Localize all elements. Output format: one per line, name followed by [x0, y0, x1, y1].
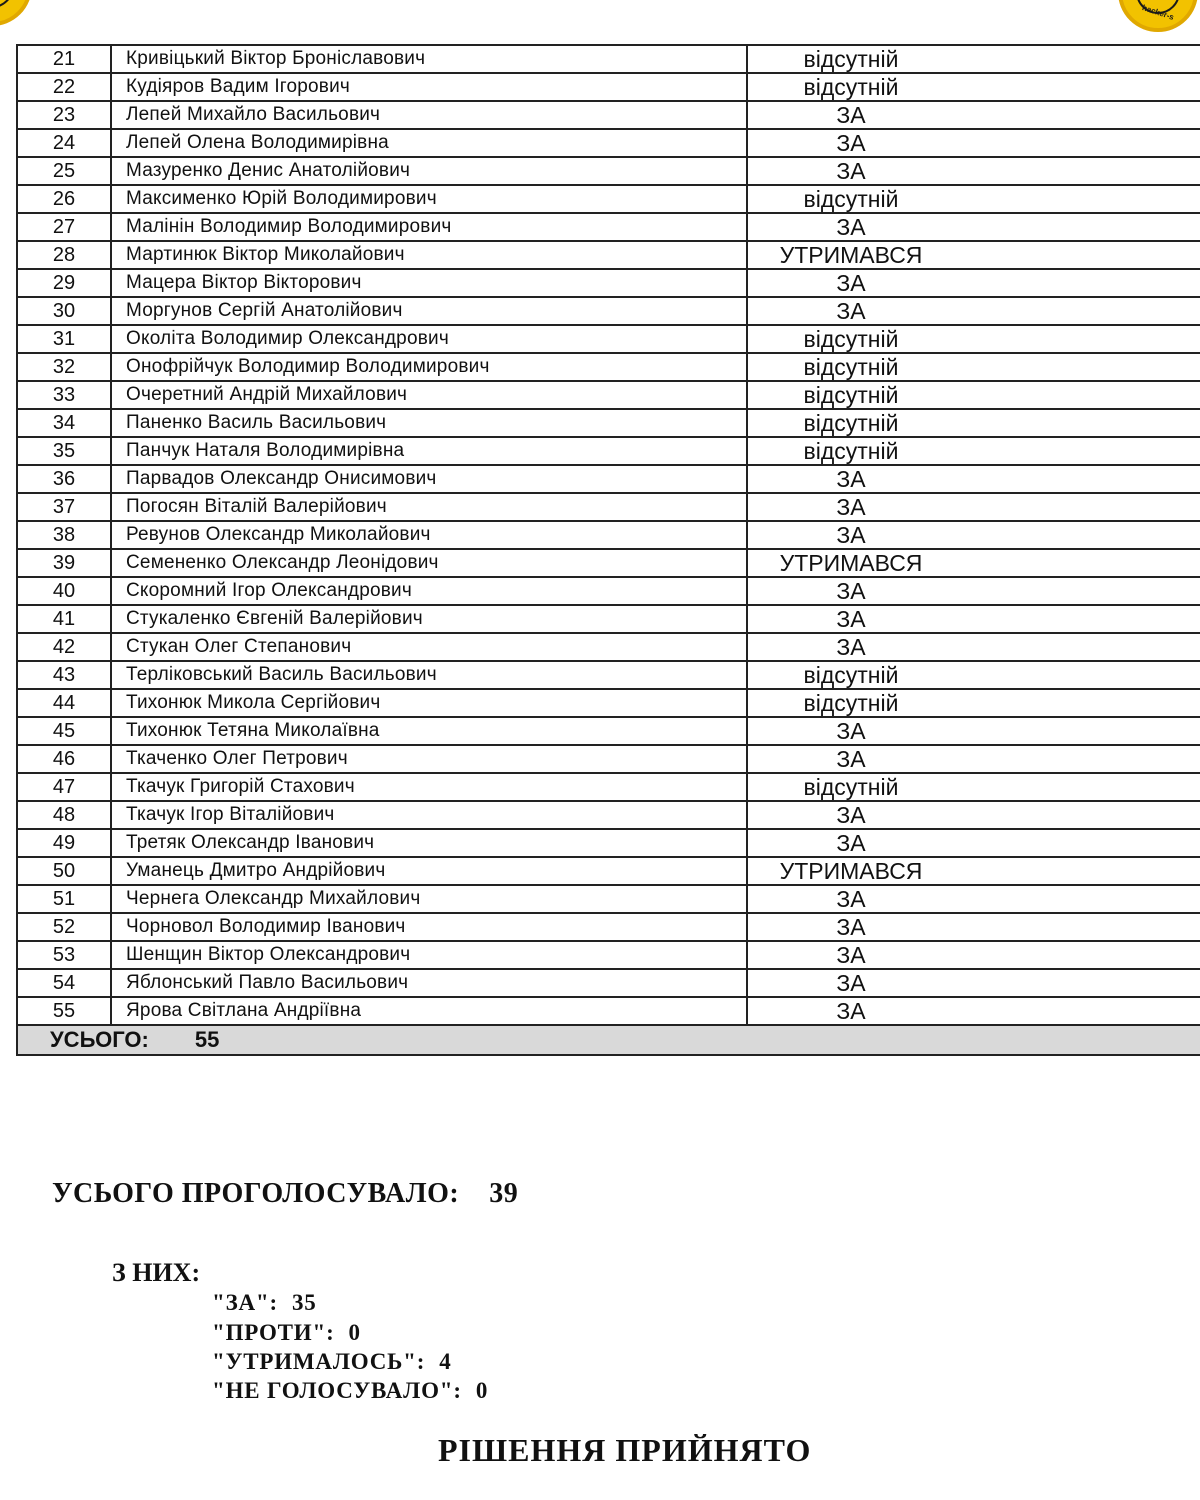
abstained-value: 4 [439, 1349, 452, 1374]
vote-result: ЗА [747, 717, 1200, 745]
deputy-name: Ярова Світлана Андріївна [111, 997, 747, 1025]
row-number: 44 [17, 689, 111, 717]
table-row [17, 269, 1200, 297]
table-row [17, 801, 1200, 829]
table-row [17, 689, 1200, 717]
seal-text: hacker-s [1140, 3, 1176, 22]
table-row [17, 549, 1200, 577]
deputy-name: Тихонюк Микола Сергійович [111, 689, 747, 717]
for-line [212, 1290, 317, 1316]
table-row [17, 465, 1200, 493]
table-row [17, 129, 1200, 157]
row-number: 48 [17, 801, 111, 829]
table-row [17, 717, 1200, 745]
table-row [17, 325, 1200, 353]
abstained-label: "УТРИМАЛОСЬ": [212, 1349, 426, 1374]
deputy-name: Ткачук Ігор Віталійович [111, 801, 747, 829]
deputy-name: Чорновол Володимир Іванович [111, 913, 747, 941]
vote-result: ЗА [747, 605, 1200, 633]
row-number: 35 [17, 437, 111, 465]
deputy-name: Мазуренко Денис Анатолійович [111, 157, 747, 185]
deputy-name: Онофрійчук Володимир Володимирович [111, 353, 747, 381]
for-label: "ЗА": [212, 1290, 278, 1315]
deputy-name: Очеретний Андрій Михайлович [111, 381, 747, 409]
table-row [17, 45, 1200, 73]
total-row [17, 1025, 1200, 1055]
row-number: 27 [17, 213, 111, 241]
row-number: 34 [17, 409, 111, 437]
deputy-name: Кудіяров Вадим Ігорович [111, 73, 747, 101]
vote-result: ЗА [747, 969, 1200, 997]
row-number: 53 [17, 941, 111, 969]
table-row [17, 829, 1200, 857]
deputy-name: Ткаченко Олег Петрович [111, 745, 747, 773]
table-row [17, 157, 1200, 185]
row-number: 31 [17, 325, 111, 353]
table-row [17, 101, 1200, 129]
vote-result: відсутній [747, 325, 1200, 353]
row-number: 54 [17, 969, 111, 997]
deputy-name: Семененко Олександр Леонідович [111, 549, 747, 577]
row-number: 42 [17, 633, 111, 661]
deputy-name: Третяк Олександр Іванович [111, 829, 747, 857]
vote-result: ЗА [747, 577, 1200, 605]
not-voted-label: "НЕ ГОЛОСУВАЛО": [212, 1378, 462, 1403]
vote-result: ЗА [747, 801, 1200, 829]
deputy-name: Стукаленко Євгеній Валерійович [111, 605, 747, 633]
table-row [17, 381, 1200, 409]
deputy-name: Лепей Олена Володимирівна [111, 129, 747, 157]
deputy-name: Моргунов Сергій Анатолійович [111, 297, 747, 325]
row-number: 32 [17, 353, 111, 381]
deputy-name: Малінін Володимир Володимирович [111, 213, 747, 241]
abstained-line [212, 1349, 452, 1375]
row-number: 52 [17, 913, 111, 941]
total-value: 55 [194, 1027, 220, 1052]
vote-result: відсутній [747, 689, 1200, 717]
deputy-name: Мартинюк Віктор Миколайович [111, 241, 747, 269]
decision-text: РІШЕННЯ ПРИЙНЯТО [438, 1432, 812, 1468]
row-number: 33 [17, 381, 111, 409]
vote-result: УТРИМАВСЯ [747, 241, 1200, 269]
row-number: 40 [17, 577, 111, 605]
table-row [17, 661, 1200, 689]
table-row [17, 213, 1200, 241]
deputy-name: Погосян Віталій Валерійович [111, 493, 747, 521]
row-number: 21 [17, 45, 111, 73]
not-voted-value: 0 [475, 1378, 489, 1403]
deputy-name: Чернега Олександр Михайлович [111, 885, 747, 913]
vote-result: ЗА [747, 913, 1200, 941]
vote-result: відсутній [747, 45, 1200, 73]
table-row [17, 997, 1200, 1025]
vote-result: ЗА [747, 829, 1200, 857]
total-cell [17, 1025, 1200, 1055]
deputy-name: Лепей Михайло Васильович [111, 101, 747, 129]
voting-table-container [16, 44, 1200, 1056]
total-label: УСЬОГО: [50, 1027, 149, 1052]
table-row [17, 577, 1200, 605]
against-line [212, 1320, 361, 1346]
table-row [17, 437, 1200, 465]
row-number: 30 [17, 297, 111, 325]
table-row [17, 493, 1200, 521]
table-row [17, 969, 1200, 997]
deputy-name: Паненко Василь Васильович [111, 409, 747, 437]
table-row [17, 745, 1200, 773]
deputy-name: Панчук Наталя Володимирівна [111, 437, 747, 465]
total-voted-value: 39 [489, 1178, 519, 1209]
deputy-name: Скоромний Ігор Олександрович [111, 577, 747, 605]
vote-result: ЗА [747, 101, 1200, 129]
row-number: 49 [17, 829, 111, 857]
vote-result: відсутній [747, 437, 1200, 465]
table-row [17, 353, 1200, 381]
vote-result: ЗА [747, 269, 1200, 297]
vote-result: ЗА [747, 885, 1200, 913]
deputy-name: Уманець Дмитро Андрійович [111, 857, 747, 885]
against-label: "ПРОТИ": [212, 1320, 335, 1345]
row-number: 37 [17, 493, 111, 521]
deputy-name: Околіта Володимир Олександрович [111, 325, 747, 353]
vote-result: відсутній [747, 353, 1200, 381]
vote-result: відсутній [747, 661, 1200, 689]
vote-result: УТРИМАВСЯ [747, 857, 1200, 885]
deputy-name: Мацера Віктор Вікторович [111, 269, 747, 297]
vote-result: ЗА [747, 297, 1200, 325]
table-row [17, 73, 1200, 101]
row-number: 25 [17, 157, 111, 185]
table-row [17, 605, 1200, 633]
seal-icon [1118, 0, 1198, 32]
table-row [17, 885, 1200, 913]
table-row [17, 913, 1200, 941]
vote-result: ЗА [747, 745, 1200, 773]
table-row [17, 773, 1200, 801]
vote-result: відсутній [747, 185, 1200, 213]
vote-result: відсутній [747, 773, 1200, 801]
row-number: 43 [17, 661, 111, 689]
breakdown-heading: З НИХ: [112, 1258, 201, 1287]
row-number: 38 [17, 521, 111, 549]
table-row [17, 941, 1200, 969]
total-voted-line [52, 1178, 518, 1210]
vote-result: УТРИМАВСЯ [747, 549, 1200, 577]
vote-result: відсутній [747, 73, 1200, 101]
vote-result: ЗА [747, 997, 1200, 1025]
row-number: 45 [17, 717, 111, 745]
table-row [17, 297, 1200, 325]
row-number: 22 [17, 73, 111, 101]
vote-result: ЗА [747, 493, 1200, 521]
row-number: 55 [17, 997, 111, 1025]
table-row [17, 241, 1200, 269]
row-number: 24 [17, 129, 111, 157]
total-voted-label: УСЬОГО ПРОГОЛОСУВАЛО: [52, 1178, 460, 1209]
vote-result: ЗА [747, 157, 1200, 185]
row-number: 26 [17, 185, 111, 213]
row-number: 50 [17, 857, 111, 885]
row-number: 29 [17, 269, 111, 297]
seal-icon [0, 0, 32, 26]
deputy-name: Терліковський Василь Васильович [111, 661, 747, 689]
table-row [17, 633, 1200, 661]
voting-table-body [17, 45, 1200, 1055]
deputy-name: Ревунов Олександр Миколайович [111, 521, 747, 549]
row-number: 41 [17, 605, 111, 633]
vote-result: ЗА [747, 941, 1200, 969]
row-number: 47 [17, 773, 111, 801]
row-number: 46 [17, 745, 111, 773]
deputy-name: Максименко Юрій Володимирович [111, 185, 747, 213]
vote-result: ЗА [747, 129, 1200, 157]
vote-result: ЗА [747, 213, 1200, 241]
against-value: 0 [348, 1320, 361, 1345]
vote-result: ЗА [747, 521, 1200, 549]
table-row [17, 409, 1200, 437]
table-row [17, 185, 1200, 213]
row-number: 39 [17, 549, 111, 577]
deputy-name: Ткачук Григорій Стахович [111, 773, 747, 801]
vote-result: відсутній [747, 381, 1200, 409]
not-voted-line [212, 1378, 488, 1404]
voting-table [16, 44, 1200, 1056]
row-number: 23 [17, 101, 111, 129]
vote-result: ЗА [747, 465, 1200, 493]
row-number: 28 [17, 241, 111, 269]
table-row [17, 857, 1200, 885]
deputy-name: Парвадов Олександр Онисимович [111, 465, 747, 493]
table-row [17, 521, 1200, 549]
deputy-name: Стукан Олег Степанович [111, 633, 747, 661]
deputy-name: Шенщин Віктор Олександрович [111, 941, 747, 969]
row-number: 36 [17, 465, 111, 493]
deputy-name: Яблонський Павло Васильович [111, 969, 747, 997]
deputy-name: Кривіцький Віктор Броніславович [111, 45, 747, 73]
vote-result: ЗА [747, 633, 1200, 661]
for-value: 35 [291, 1290, 317, 1315]
vote-result: відсутній [747, 409, 1200, 437]
deputy-name: Тихонюк Тетяна Миколаївна [111, 717, 747, 745]
row-number: 51 [17, 885, 111, 913]
